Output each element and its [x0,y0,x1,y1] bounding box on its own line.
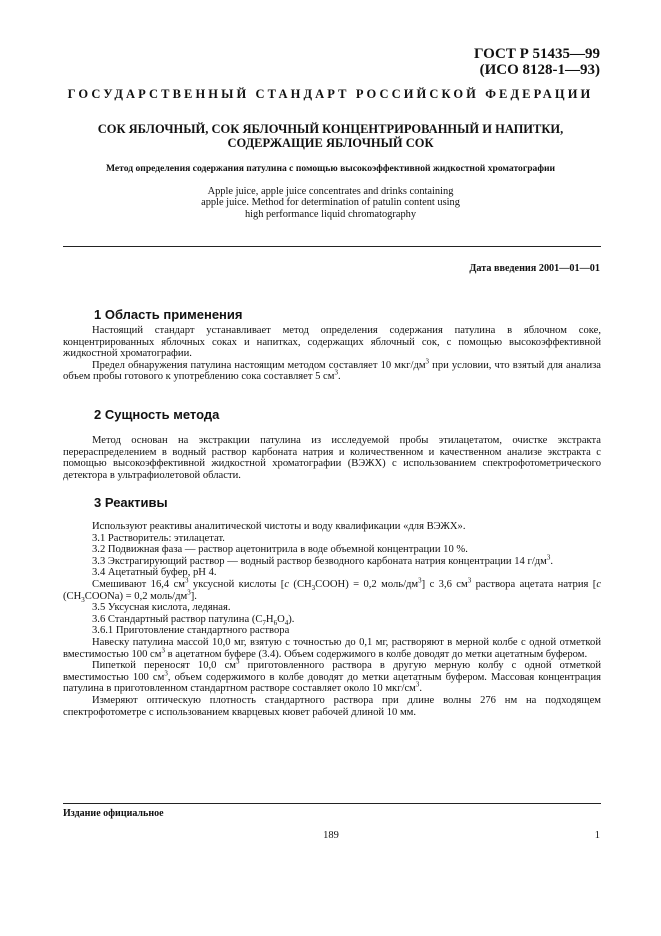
english-title-line3: high performance liquid chromatography [244,208,417,220]
list-item: 3.5 Уксусная кислота, ледяная. [92,602,231,614]
section-reagents-body [63,521,601,718]
list-item: 3.4 Ацетатный буфер, рН 4. [92,567,217,579]
paragraph: Смешивают 16,4 $см^3$ уксусной кислоты [c $(CH_3COOH) = 0,2$ моль/$дм^3$] с 3,6 $см^3$ раствора ацетата натрия [c $(CH_3COONa) = 0,2$ моль/$дм^3$]. [63,576,602,604]
effective-date: Дата введения 2001—01—01 [469,263,600,274]
paragraph: Используют реактивы аналитической чистоты и воду квалификации «для ВЭЖХ». [92,521,466,532]
page-number: 189 [323,830,339,841]
standard-code-iso: (ИСО 8128-1—93) [479,62,600,78]
standard-code [430,46,600,78]
english-title-line2: apple juice. Method for determination of patulin content using [201,197,460,209]
document-title [60,122,601,150]
section-heading-reagents: 3 Реактивы [94,495,168,510]
footer-divider [63,803,601,804]
list-item: 3.6 Стандартный раствор патулина $(C_7H_6O_4)$. [92,613,295,627]
list-item: 3.1 Растворитель: этилацетат. [92,532,225,544]
document-title-line2: СОДЕРЖАЩИЕ ЯБЛОЧНЫЙ СОК [227,136,434,150]
paragraph: Метод основан на экстракции патулина из исследуемой пробы этилацетатом, очистке экстракта перераспределением в водный раствор карбоната натрия и количественном и качественном анализе экстракта с помощью высокоэффективной жидкостной хроматографии (ВЭЖХ) с использованием спектрофотометрического детектора в ультрафиолетовой области. [63,435,601,481]
list-item: 3.3 Экстрагирующий раствор — водный раствор безводного карбоната натрия концентрации 14 $г/дм^3$. [92,553,554,567]
header-divider [63,246,601,247]
paragraph: Навеску патулина массой 10,0 мг, взятую с точностью до 0,1 мг, растворяют в мерной колбе с одной отметкой вместимостью 100 $см^3$ в ацетатном буфере (3.4). Объем содержимого в колбе доводят до метки ацетатным буфером. [63,636,601,660]
list-item: 3.2 Подвижная фаза — раствор ацетонитрила в воде объемной концентрации 10 %. [92,544,468,556]
standard-code-gost: ГОСТ Р 51435—99 [473,46,600,62]
paragraph: Предел обнаружения патулина настоящим методом составляет 10 мкг/$дм^3$ при условии, что взятый для анализа объем пробы готового к употреблению сока составляет 5 $см^3$. [63,357,601,383]
english-title-line1: Apple juice, apple juice concentrates and drinks containing [207,186,454,197]
paragraph: Настоящий стандарт устанавливает метод определения содержания патулина в яблочном соке, концентрированных яблочных соках и напитках, содержащих яблочный сок, с помощью высокоэффективной жидкостной хроматографии. [63,325,601,360]
paragraph: Измеряют оптическую плотность стандартного раствора при длине волны 276 нм на подходящем спектрофотометре с использованием кварцевых кювет рабочей длиной 10 мм. [63,694,601,718]
section-scope-body [63,325,601,383]
document-subtitle: Метод определения содержания патулина с помощью высокоэффективной жидкостной хроматографии [105,163,556,174]
section-heading-principle: 2 Сущность метода [94,407,220,422]
edition-note: Издание официальное [63,808,164,819]
state-standard-banner: ГОСУДАРСТВЕННЫЙ СТАНДАРТ РОССИЙСКОЙ ФЕДЕРАЦИИ [67,87,594,101]
paragraph: Пипеткой переносят 10,0 $см^3$ приготовленного раствора в другую мерную колбу с одной отметкой вместимостью 100 $см^3$, объем содержимого в колбе доводят до метки ацетатным буфером. Массовая концентрация патулина в приготовленном стандартном растворе составляет около 10 мкг/$см^3$. [63,657,601,695]
section-principle-body [63,435,601,481]
sequence-number: 1 [594,830,600,841]
section-heading-scope: 1 Область применения [94,307,243,322]
english-title [60,186,601,220]
list-item: 3.6.1 Приготовление стандартного раствора [92,625,290,637]
document-title-line1: СОК ЯБЛОЧНЫЙ, СОК ЯБЛОЧНЫЙ КОНЦЕНТРИРОВАННЫЙ И НАПИТКИ, [97,122,564,136]
